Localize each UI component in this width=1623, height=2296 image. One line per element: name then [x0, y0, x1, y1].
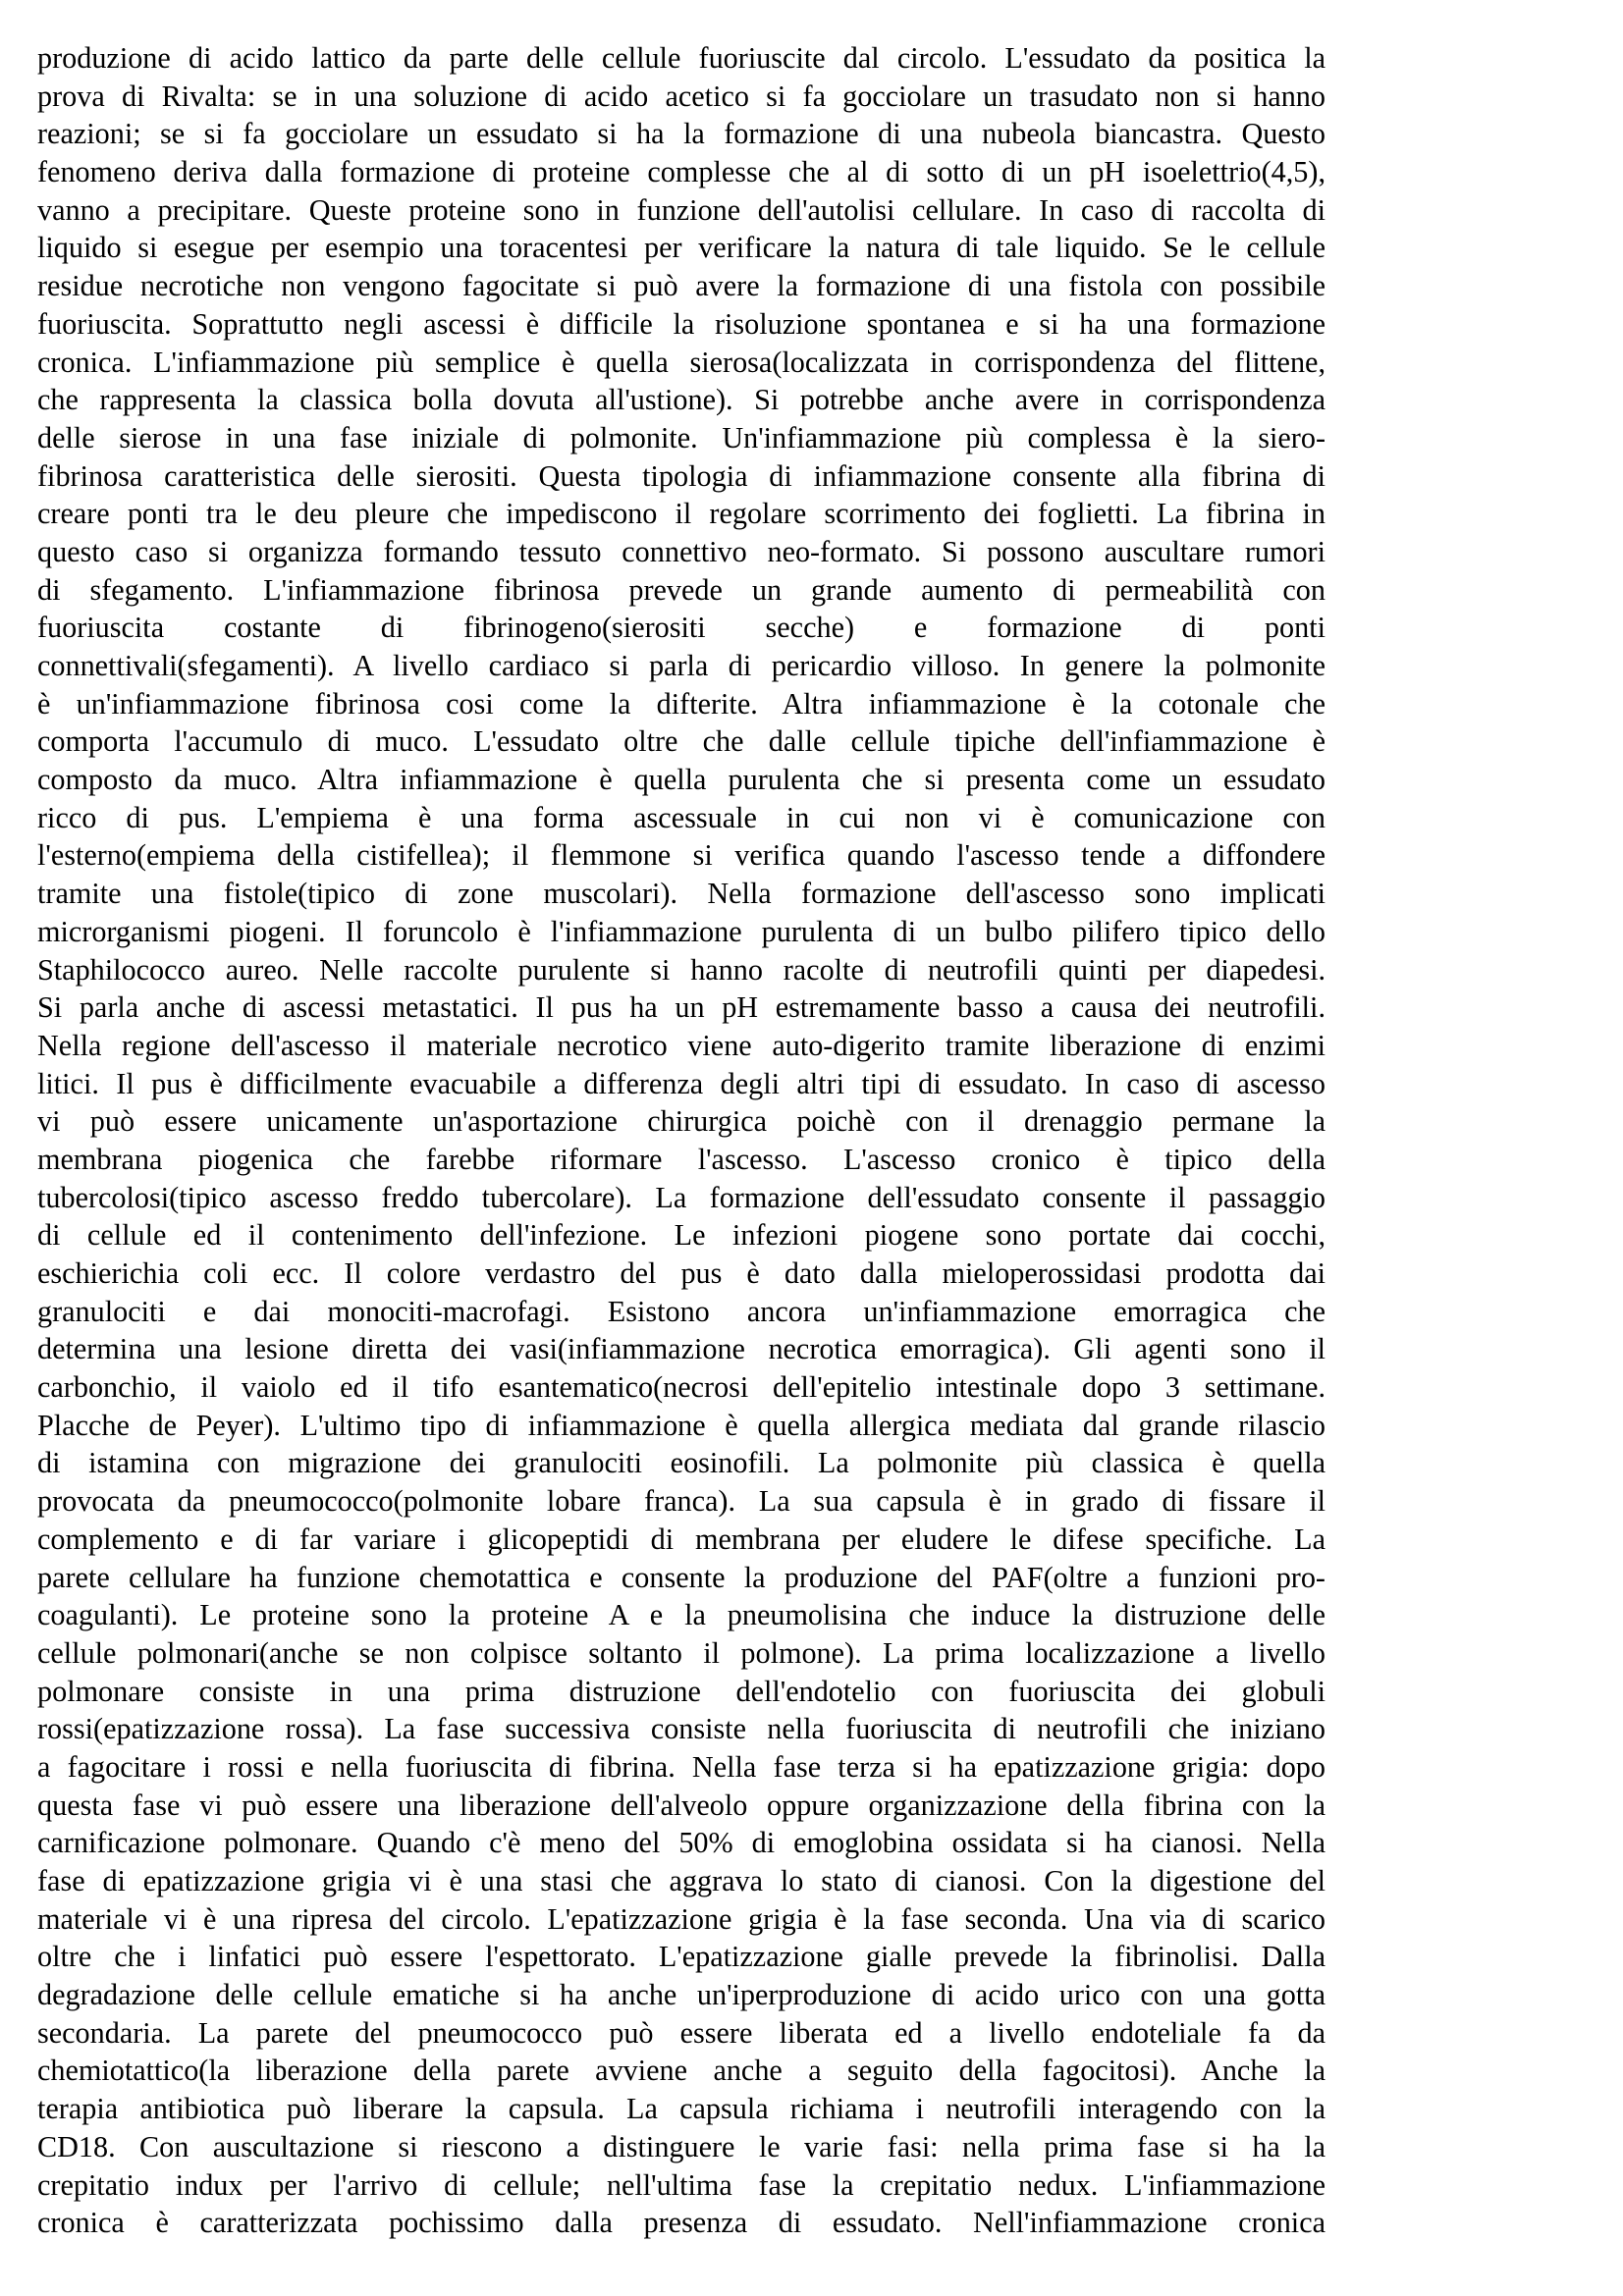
text-line: determina una lesione diretta dei vasi(infiammazione necrotica emorragica). Gli agenti sono il [37, 1332, 1325, 1366]
text-line: rossi(epatizzazione rossa). La fase successiva consiste nella fuoriuscita di neutrofili che iniziano [37, 1712, 1325, 1746]
text-line: fase di epatizzazione grigia vi è una stasi che aggrava lo stato di cianosi. Con la digestione del [37, 1864, 1325, 1897]
text-line: di sfegamento. L'infiammazione fibrinosa prevede un grande aumento di permeabilità con [37, 572, 1325, 607]
text-line: Nella regione dell'ascesso il materiale necrotico viene auto-digerito tramite liberazione di enzimi [37, 1028, 1325, 1062]
text-line: di istamina con migrazione dei granulociti eosinofili. La polmonite più classica è quella [37, 1446, 1325, 1480]
text-line: fibrinosa caratteristica delle sierositi. Questa tipologia di infiammazione consente alla fibrina di [37, 458, 1325, 493]
text-line: parete cellulare ha funzione chemotattica e consente la produzione del PAF(oltre a funzioni pro- [37, 1560, 1325, 1594]
text-line: cronica è caratterizzata pochissimo dalla presenza di essudato. Nell'infiammazione cronica [37, 2206, 1325, 2240]
text-line: granulociti e dai monociti-macrofagi. Esistono ancora un'infiammazione emorragica che [37, 1294, 1325, 1328]
text-line: produzione di acido lattico da parte delle cellule fuoriuscite dal circolo. L'essudato da positica la [37, 41, 1325, 75]
text-line: è un'infiammazione fibrinosa cosi come la difterite. Altra infiammazione è la cotonale che [37, 686, 1325, 721]
text-line: vanno a precipitare. Queste proteine sono in funzione dell'autolisi cellulare. In caso di raccolta di [37, 192, 1325, 227]
text-line: membrana piogenica che farebbe riformare l'ascesso. L'ascesso cronico è tipico della [37, 1142, 1325, 1176]
text-line: microrganismi piogeni. Il foruncolo è l'infiammazione purulenta di un bulbo pilifero tipico dello [37, 914, 1325, 948]
text-line: eschierichia coli ecc. Il colore verdastro del pus è dato dalla mieloperossidasi prodotta dai [37, 1256, 1325, 1290]
text-line: fenomeno deriva dalla formazione di proteine complesse che al di sotto di un pH isoelettrio(4,5), [37, 155, 1325, 189]
text-line: questo caso si organizza formando tessuto connettivo neo-formato. Si possono auscultare rumori [37, 534, 1325, 568]
text-line: complemento e di far variare i glicopeptidi di membrana per eludere le difese specifiche. La [37, 1522, 1325, 1556]
text-line: tubercolosi(tipico ascesso freddo tubercolare). La formazione dell'essudato consente il passaggio [37, 1180, 1325, 1214]
text-line: liquido si esegue per esempio una toracentesi per verificare la natura di tale liquido. Se le cellule [37, 231, 1325, 265]
text-line: Si parla anche di ascessi metastatici. Il pus ha un pH estremamente basso a causa dei neutrofili. [37, 990, 1325, 1025]
text-line: ricco di pus. L'empiema è una forma ascessuale in cui non vi è comunicazione con [37, 800, 1325, 834]
text-line: delle sierose in una fase iniziale di polmonite. Un'infiammazione più complessa è la siero- [37, 420, 1325, 454]
text-line: vi può essere unicamente un'asportazione chirurgica poichè con il drenaggio permane la [37, 1104, 1325, 1139]
text-line: connettivali(sfegamenti). A livello cardiaco si parla di pericardio villoso. In genere la polmonite [37, 649, 1325, 682]
text-line: materiale vi è una ripresa del circolo. L'epatizzazione grigia è la fase seconda. Una via di scarico [37, 1901, 1325, 1936]
text-line: provocata da pneumococco(polmonite lobare franca). La sua capsula è in grado di fissare il [37, 1484, 1325, 1519]
text-line: carbonchio, il vaiolo ed il tifo esantematico(necrosi dell'epitelio intestinale dopo 3 settimane. [37, 1370, 1325, 1405]
text-line: litici. Il pus è difficilmente evacuabile a differenza degli altri tipi di essudato. In caso di ascesso [37, 1066, 1325, 1100]
text-line: carnificazione polmonare. Quando c'è meno del 50% di emoglobina ossidata si ha cianosi. Nella [37, 1826, 1325, 1860]
text-line: questa fase vi può essere una liberazione dell'alveolo oppure organizzazione della fibrina con la [37, 1788, 1325, 1822]
text-line: cellule polmonari(anche se non colpisce soltanto il polmone). La prima localizzazione a livello [37, 1635, 1325, 1670]
text-line: terapia antibiotica può liberare la capsula. La capsula richiama i neutrofili interagendo con la [37, 2092, 1325, 2126]
text-line: residue necrotiche non vengono fagocitate si può avere la formazione di una fistola con possibile [37, 269, 1325, 303]
text-line: Staphilococco aureo. Nelle raccolte purulente si hanno racolte di neutrofili quinti per diapedesi. [37, 952, 1325, 987]
text-line: crepitatio indux per l'arrivo di cellule; nell'ultima fase la crepitatio nedux. L'infiammazione [37, 2167, 1325, 2202]
text-line: CD18. Con auscultazione si riescono a distinguere le varie fasi: nella prima fase si ha la [37, 2129, 1325, 2163]
text-line: cronica. L'infiammazione più semplice è quella sierosa(localizzata in corrispondenza del flittene, [37, 345, 1325, 379]
text-line: che rappresenta la classica bolla dovuta all'ustione). Si potrebbe anche avere in corrispondenza [37, 383, 1325, 417]
text-line: fuoriuscita. Soprattutto negli ascessi è difficile la risoluzione spontanea e si ha una formazione [37, 306, 1325, 341]
text-line: polmonare consiste in una prima distruzione dell'endotelio con fuoriuscita dei globuli [37, 1674, 1325, 1708]
text-line: l'esterno(empiema della cistifellea); il flemmone si verifica quando l'ascesso tende a diffondere [37, 838, 1325, 873]
text-line: oltre che i linfatici può essere l'espettorato. L'epatizzazione gialle prevede la fibrinolisi. Dalla [37, 1940, 1325, 1974]
text-line: coagulanti). Le proteine sono la proteine A e la pneumolisina che induce la distruzione delle [37, 1598, 1325, 1632]
text-line: secondaria. La parete del pneumococco può essere liberata ed a livello endoteliale fa da [37, 2015, 1325, 2050]
text-line: reazioni; se si fa gocciolare un essudato si ha la formazione di una nubeola biancastra. Questo [37, 117, 1325, 151]
text-line: Placche de Peyer). L'ultimo tipo di infiammazione è quella allergica mediata dal grande rilascio [37, 1408, 1325, 1442]
text-line: a fagocitare i rossi e nella fuoriuscita di fibrina. Nella fase terza si ha epatizzazione grigia: dopo [37, 1749, 1325, 1784]
text-line: tramite una fistole(tipico di zone muscolari). Nella formazione dell'ascesso sono implicati [37, 877, 1325, 911]
text-line: creare ponti tra le deu pleure che impediscono il regolare scorrimento dei foglietti. La fibrina in [37, 497, 1325, 531]
body-text [37, 39, 1325, 2268]
text-line: chemiotattico(la liberazione della parete avviene anche a seguito della fagocitosi). Anche la [37, 2054, 1325, 2088]
text-line: prova di Rivalta: se in una soluzione di acido acetico si fa gocciolare un trasudato non si hanno [37, 79, 1325, 113]
text-line: di cellule ed il contenimento dell'infezione. Le infezioni piogene sono portate dai cocchi, [37, 1218, 1325, 1253]
text-line: fuoriuscita costante di fibrinogeno(sierositi secche) e formazione di ponti [37, 611, 1325, 645]
text-line: composto da muco. Altra infiammazione è quella purulenta che si presenta come un essudato [37, 763, 1325, 797]
text-line: comporta l'accumulo di muco. L'essudato oltre che dalle cellule tipiche dell'infiammazione è [37, 724, 1325, 759]
text-line: degradazione delle cellule ematiche si ha anche un'iperproduzione di acido urico con una gotta [37, 1978, 1325, 2012]
